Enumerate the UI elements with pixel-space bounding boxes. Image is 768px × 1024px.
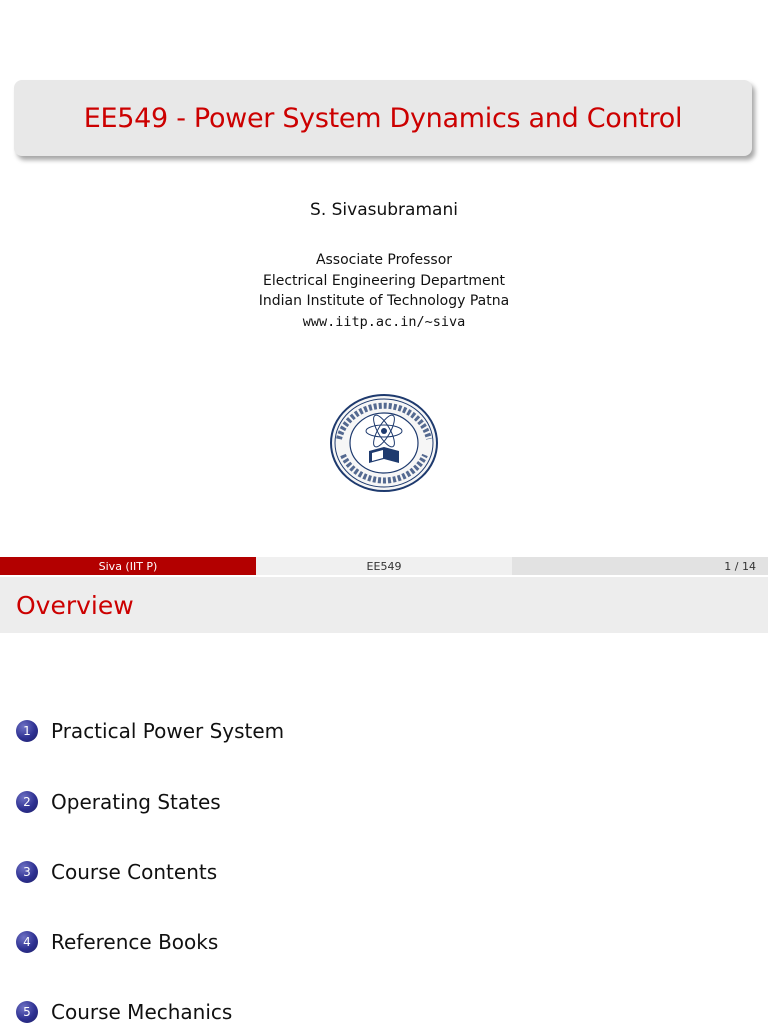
- title-box: [14, 80, 752, 156]
- toc-label: Course Contents: [51, 860, 218, 884]
- overview-header: [0, 577, 768, 633]
- toc-number-icon: 2: [16, 791, 38, 813]
- toc-number-icon: 1: [16, 720, 38, 742]
- website-link[interactable]: www.iitp.ac.in/~siva: [302, 313, 466, 330]
- author-name: S. Sivasubramani: [310, 200, 458, 220]
- footer-course: EE549: [256, 557, 512, 575]
- toc-item[interactable]: [16, 860, 217, 884]
- footer-author: Siva (IIT P): [0, 557, 256, 575]
- position-line: Associate Professor: [315, 252, 453, 268]
- slide-title: EE549 - Power System Dynamics and Control: [83, 102, 683, 134]
- affiliation-block: [0, 250, 768, 332]
- toc-item[interactable]: [16, 790, 221, 814]
- toc-label: Operating States: [51, 790, 221, 814]
- toc-number-icon: 5: [16, 1001, 38, 1023]
- toc-item[interactable]: [16, 1000, 232, 1024]
- overview-title: Overview: [16, 591, 134, 620]
- toc-item[interactable]: [16, 719, 284, 743]
- toc-number-icon: 3: [16, 861, 38, 883]
- toc-label: Practical Power System: [51, 719, 285, 743]
- slide-footer: [0, 557, 768, 575]
- toc-label: Reference Books: [51, 930, 219, 954]
- toc-item[interactable]: [16, 930, 218, 954]
- department-line: Electrical Engineering Department: [263, 272, 505, 289]
- toc-number-icon: 4: [16, 931, 38, 953]
- institute-logo-icon: [329, 393, 439, 493]
- footer-page-number: 1 / 14: [512, 557, 768, 575]
- toc-label: Course Mechanics: [51, 1000, 233, 1024]
- institute-line: Indian Institute of Technology Patna: [258, 293, 510, 309]
